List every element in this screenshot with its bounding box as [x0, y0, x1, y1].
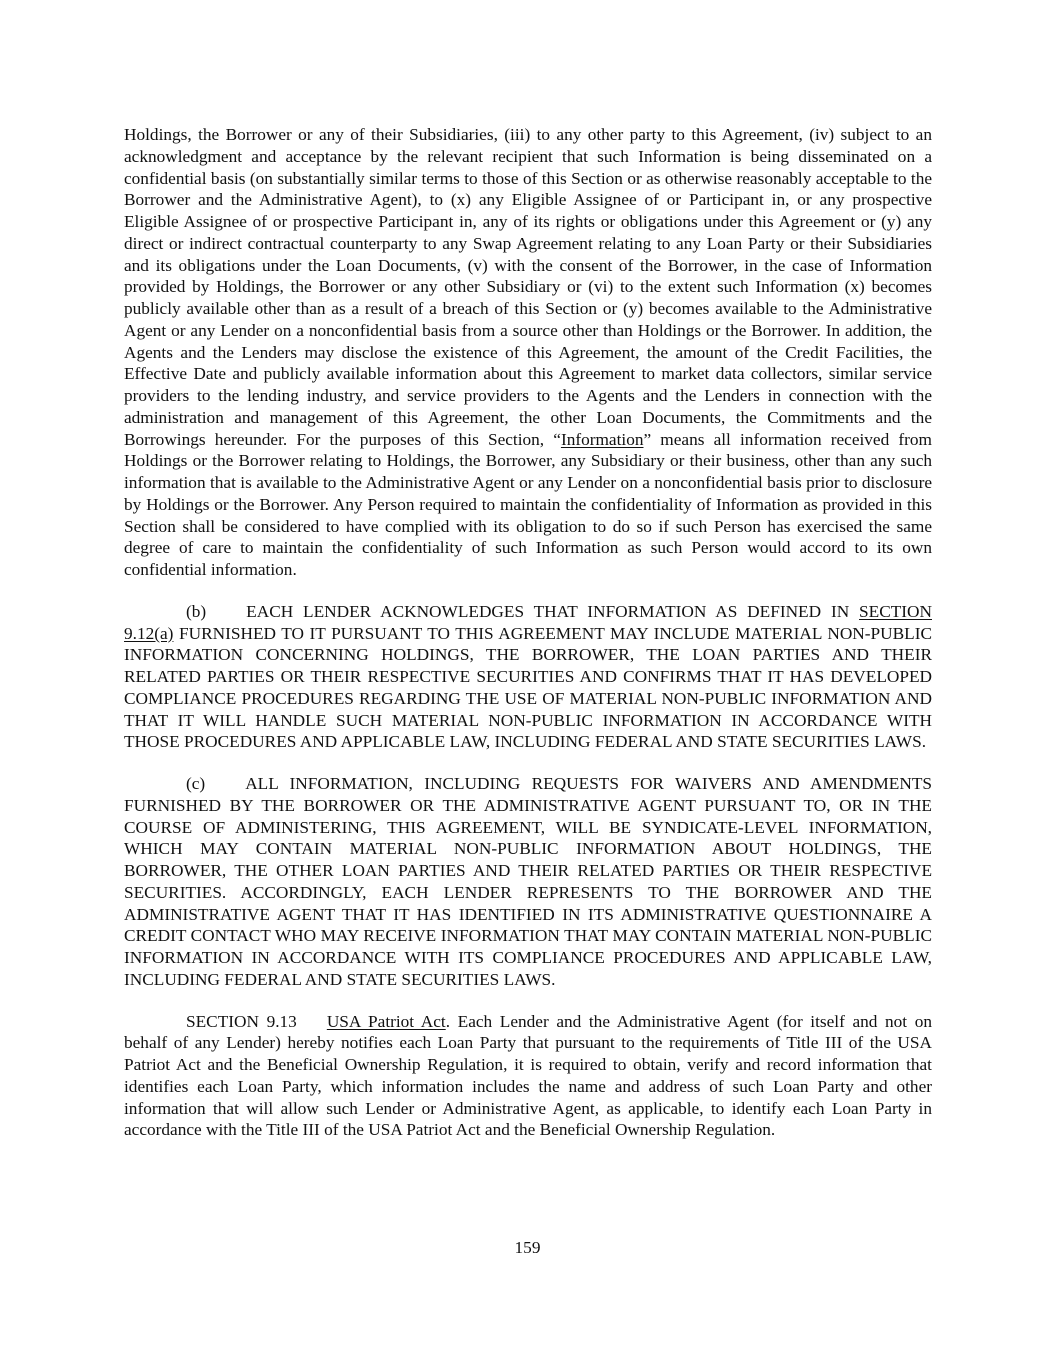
page-number: 159 — [514, 1238, 541, 1257]
paragraph-c — [124, 773, 932, 991]
paragraph-text-after: ” means all information received from Holdings or the Borrower relating to Holdings, the Borrower, any Subsidiary or their business, other than any such information that is available to the Administrative Agent or any Lender on a nonconfidential basis prior to disclosure by Holdings or the Borrower. Any Person required to maintain the confidentiality of Information as provided in this Section shall be considered to have complied with its obligation to do so if such Person has exercised the same degree of care to maintain the confidentiality of such Information as such Person would accord to its own confidential information. — [124, 429, 932, 579]
paragraph-c-text: ALL INFORMATION, INCLUDING REQUESTS FOR WAIVERS AND AMENDMENTS FURNISHED BY THE BORROWER OR THE ADMINISTRATIVE AGENT PURSUANT TO, OR IN THE COURSE OF ADMINISTERING, THIS AGREEMENT, WILL BE SYNDICATE-LEVEL INFORMATION, WHICH MAY CONTAIN MATERIAL NON-PUBLIC INFORMATION ABOUT HOLDINGS, THE BORROWER, THE OTHER LOAN PARTIES AND THEIR RELATED PARTIES OR THEIR RESPECTIVE SECURITIES. ACCORDINGLY, EACH LENDER REPRESENTS TO THE BORROWER AND THE ADMINISTRATIVE AGENT THAT IT HAS IDENTIFIED IN ITS ADMINISTRATIVE QUESTIONNAIRE A CREDIT CONTACT WHO MAY RECEIVE INFORMATION THAT MAY CONTAIN MATERIAL NON-PUBLIC INFORMATION IN ACCORDANCE WITH ITS COMPLIANCE PROCEDURES AND APPLICABLE LAW, INCLUDING FEDERAL AND STATE SECURITIES LAWS. — [124, 774, 932, 989]
section-9-13 — [124, 1011, 932, 1142]
paragraph-c-label: (c) — [186, 774, 206, 793]
document-page — [124, 124, 932, 1141]
section-text: Each Lender and the Administrative Agent (for itself and not on behalf of any Lender) hereby notifies each Loan Party that pursuant to the requirements of Title III of the USA Patriot Act and the Beneficial Ownership Regulation, it is required to obtain, verify and record information that identifies each Loan Party, which information includes the name and address of such Loan Party and other information that will allow such Lender or Administrative Agent, as applicable, to identify each Loan Party in accordance with the Title III of the USA Patriot Act and the Beneficial Ownership Regulation. — [124, 1011, 932, 1140]
paragraph-b-text-after: FURNISHED TO IT PURSUANT TO THIS AGREEMENT MAY INCLUDE MATERIAL NON-PUBLIC INFORMATION CONCERNING HOLDINGS, THE BORROWER, THE LOAN PARTIES AND THEIR RELATED PARTIES OR THEIR RESPECTIVE SECURITIES AND CONFIRMS THAT IT HAS DEVELOPED COMPLIANCE PROCEDURES REGARDING THE USE OF MATERIAL NON-PUBLIC INFORMATION AND THAT IT WILL HANDLE SUCH MATERIAL NON-PUBLIC INFORMATION IN ACCORDANCE WITH THOSE PROCEDURES AND APPLICABLE LAW, INCLUDING FEDERAL AND STATE SECURITIES LAWS. — [124, 623, 932, 752]
paragraph-text-before: Holdings, the Borrower or any of their Subsidiaries, (iii) to any other party to this Agreement, (iv) subject to an acknowledgment and acceptance by the relevant recipient that such Information is being disseminated on a confidential basis (on substantially similar terms to those of this Section or as otherwise reasonably acceptable to the Borrower and the Administrative Agent), to (x) any Eligible Assignee of or Participant in, or any prospective Eligible Assignee of or prospective Participant in, any of its rights or obligations under this Agreement or (y) any direct or indirect contractual counterparty to any Swap Agreement relating to any Loan Party or their Subsidiaries and its obligations under the Loan Documents, (v) with the consent of the Borrower, in the case of Information provided by Holdings, the Borrower or any other Subsidiary or (vi) to the extent such Information (x) becomes publicly available other than as a result of a breach of this Section or (y) becomes available to the Administrative Agent or any Lender on a nonconfidential basis from a source other than Holdings or the Borrower. In addition, the Agents and the Lenders may disclose the existence of this Agreement, the amount of the Credit Facilities, the Effective Date and publicly available information about this Agreement to market data collectors, similar service providers to the lending industry, and service providers to the Agents and the Lenders in connection with the administration and management of this Agreement, the other Loan Documents, the Commitments and the Borrowings hereunder. For the purposes of this Section, “ — [124, 125, 932, 449]
defined-term-information: Information — [560, 429, 644, 449]
section-number: SECTION 9.13 — [186, 1011, 297, 1031]
paragraph-b-label: (b) — [186, 601, 207, 621]
section-heading-period: . — [445, 1011, 451, 1031]
paragraph-b-text-before: EACH LENDER ACKNOWLEDGES THAT INFORMATION AS DEFINED IN — [246, 601, 860, 621]
confidentiality-paragraph — [124, 124, 932, 581]
section-reference: SECTION 9.12(a) — [124, 601, 932, 643]
section-heading: USA Patriot Act — [326, 1011, 446, 1031]
paragraph-b — [124, 601, 932, 753]
